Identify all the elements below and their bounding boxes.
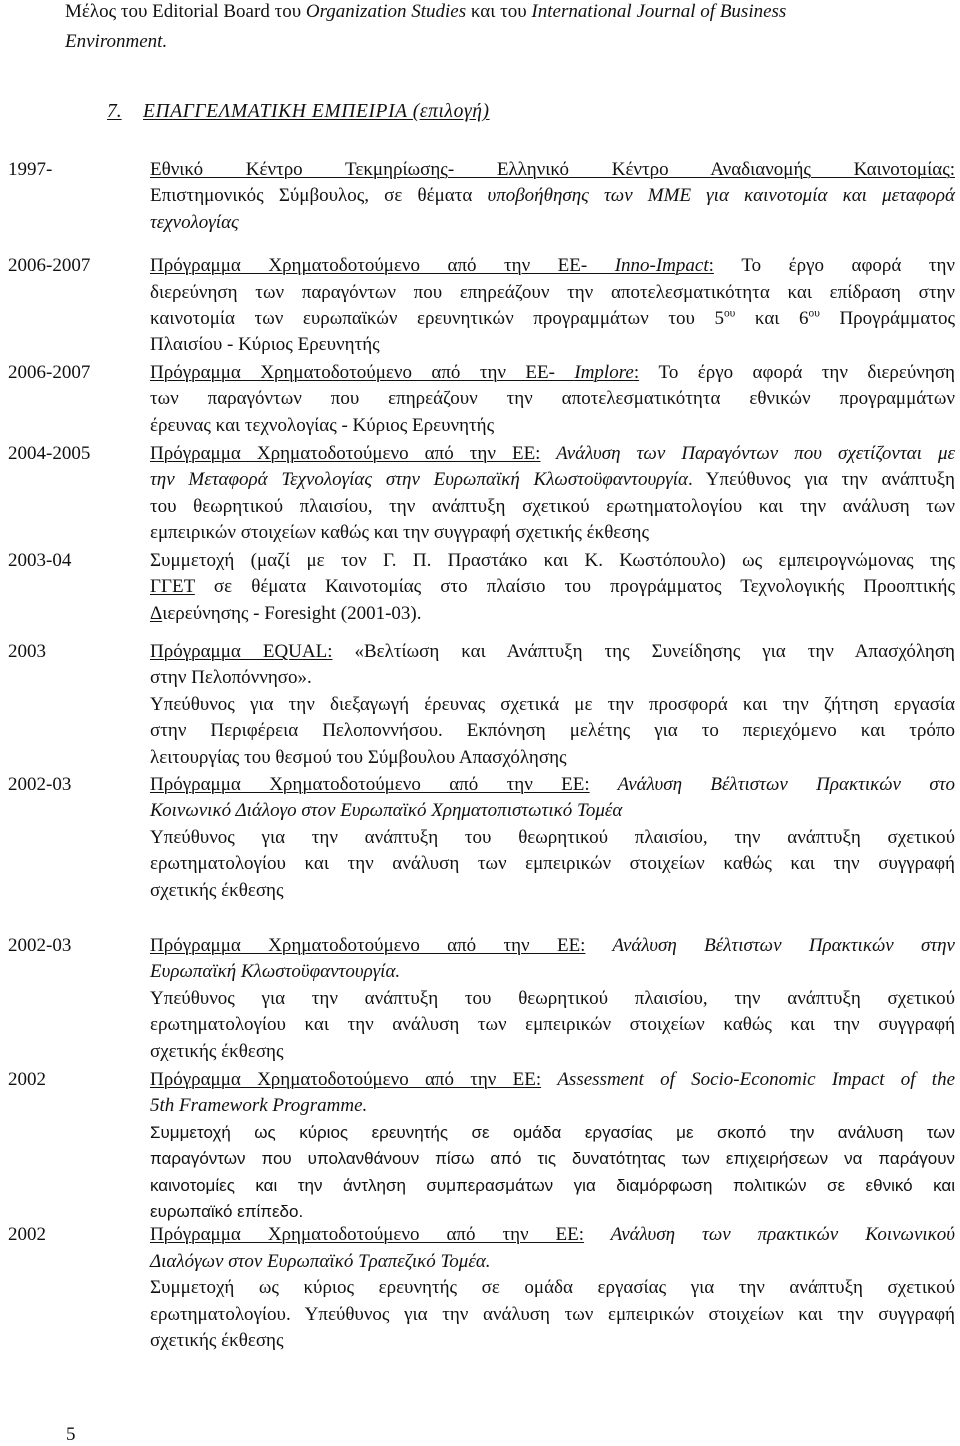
text-line xyxy=(150,639,955,665)
entry-paragraph xyxy=(150,157,955,236)
entry-year: 2002-03 xyxy=(8,773,72,795)
text-line xyxy=(150,665,955,691)
entry-description xyxy=(150,933,955,1065)
text-line xyxy=(150,1093,955,1119)
text-segment: Υπεύθυνος για την διεξαγωγή έρευνας σχετικά με την προσφορά και την ζήτηση εργασία xyxy=(150,693,955,715)
text-segment: του θεωρητικού πλαισίου, την ανάπτυξη σχετικού ερωτηματολογίου και την ανάλυση των xyxy=(150,495,955,517)
text-segment: Assessment of Socio-Economic Impact of the xyxy=(541,1069,956,1090)
text-segment: ευρωπαϊκό επίπεδο. xyxy=(150,1202,304,1222)
text-segment: Πρόγραμμα Χρηματοδοτούμενο από την ΕΕ: xyxy=(150,1224,585,1246)
experience-entry xyxy=(0,253,960,359)
text-segment: Πρόγραμμα Χρηματοδοτούμενο από την ΕΕ: xyxy=(150,1069,542,1090)
text-segment: Υπεύθυνος για την ανάπτυξη του θεωρητικού πλαισίου, την ανάπτυξη σχετικού xyxy=(150,826,955,848)
text-segment: Πρόγραμμα Χρηματοδοτούμενο από την ΕΕ- xyxy=(150,255,615,277)
text-line xyxy=(150,1120,955,1146)
text-line xyxy=(150,441,955,467)
text-segment: σχετικής έκθεσης xyxy=(150,879,284,901)
experience-entry xyxy=(0,548,960,627)
text-line xyxy=(150,1012,955,1038)
text-line xyxy=(150,386,955,412)
text-segment: Μέλος του Editorial Board του xyxy=(65,1,306,22)
text-line xyxy=(150,601,955,627)
entry-description xyxy=(150,548,955,627)
entry-year: 2003 xyxy=(8,640,46,662)
entry-paragraph xyxy=(150,253,955,359)
entry-year: 2003-04 xyxy=(8,549,72,571)
text-line xyxy=(150,959,955,985)
text-line xyxy=(150,574,955,600)
section-title: ΕΠΑΓΓΕΛΜΑΤΙΚΗ ΕΜΠΕΙΡΙΑ (επιλογή) xyxy=(143,101,490,122)
text-segment: λειτουργίας του θεσμού του Σύμβουλου Απασχόλησης xyxy=(150,746,567,768)
entry-year: 2006-2007 xyxy=(8,361,91,383)
text-line xyxy=(150,825,955,851)
text-segment: Inno-Impact xyxy=(614,255,709,277)
text-segment: Το έργο αφορά την xyxy=(713,255,955,277)
text-line xyxy=(150,1328,955,1354)
text-line xyxy=(150,745,955,771)
entry-description xyxy=(150,639,955,771)
text-line xyxy=(150,332,955,358)
text-segment: σχετικής έκθεσης xyxy=(150,1040,284,1062)
text-segment: σχετικής έκθεσης xyxy=(150,1330,284,1352)
text-line xyxy=(150,692,955,718)
experience-entry xyxy=(0,1222,960,1354)
entry-description xyxy=(150,1222,955,1354)
entry-description xyxy=(150,157,955,236)
text-segment: ΓΓΕΤ xyxy=(150,576,195,598)
text-segment: ερωτηματολογίου και την ανάλυση των εμπειρικών στοιχείων καθώς και την συγγραφή xyxy=(150,853,955,875)
experience-entry xyxy=(0,933,960,1065)
text-segment: Συμμετοχή ως κύριος ερευνητής σε ομάδα εργασίας με σκοπό την ανάλυση των xyxy=(150,1122,955,1142)
editorial-board-note xyxy=(65,0,945,57)
text-segment: Κοινωνικό Διάλογο στον Ευρωπαϊκό Χρηματοπιστωτικό Τομέα xyxy=(150,800,623,822)
text-segment: Πρόγραμμα Χρηματοδοτούμενο από την ΕΕ: xyxy=(150,773,590,795)
experience-entry xyxy=(0,1067,960,1225)
text-segment: Ανάλυση Βέλτιστων Πρακτικών στο xyxy=(589,773,955,795)
text-segment: Υπεύθυνος για την ανάπτυξη του θεωρητικού πλαισίου, την ανάπτυξη σχετικού xyxy=(150,987,955,1009)
text-segment: : xyxy=(633,361,640,383)
text-segment: . Υπεύθυνος για την ανάπτυξη xyxy=(688,469,955,491)
entry-paragraph xyxy=(150,1222,955,1275)
text-line xyxy=(150,280,955,306)
text-line xyxy=(150,467,955,493)
experience-entry xyxy=(0,157,960,236)
text-segment: Πλαισίου - Κύριος Ερευνητής xyxy=(150,334,380,356)
text-line xyxy=(150,306,955,332)
text-line xyxy=(150,718,955,744)
text-line xyxy=(150,1173,955,1199)
entry-paragraph xyxy=(150,933,955,986)
text-line xyxy=(150,878,955,904)
text-line xyxy=(150,986,955,1012)
text-segment: τεχνολογίας xyxy=(150,211,239,233)
text-segment: Διαλόγων στον Ευρωπαϊκό Τραπεζικό Τομέα. xyxy=(150,1250,491,1272)
entry-year: 1997- xyxy=(8,159,53,180)
text-line xyxy=(150,210,955,236)
text-segment: Συμμετοχή ως κύριος ερευνητής σε ομάδα εργασίας για την ανάπτυξη σχετικού xyxy=(150,1277,955,1299)
text-line xyxy=(150,1146,955,1172)
text-segment: Ανάλυση των Παραγόντων που σχετίζονται με xyxy=(540,443,956,465)
text-segment: Το έργο αφορά την διερεύνηση xyxy=(639,361,955,383)
text-segment: «Βελτίωση και Ανάπτυξη της Συνείδησης για την Απασχόληση xyxy=(332,640,955,662)
text-segment: και 6 xyxy=(735,308,809,330)
text-line xyxy=(150,183,955,209)
text-segment: στην Περιφέρεια Πελοποννήσου. Εκπόνηση μελέτης για το περιεχόμενο και τρόπο xyxy=(150,720,955,742)
section-number: 7. xyxy=(107,101,122,122)
experience-list xyxy=(0,157,960,1354)
entry-paragraph xyxy=(150,639,955,692)
entry-year: 2002-03 xyxy=(8,934,72,956)
entry-paragraph xyxy=(150,441,955,547)
text-segment: έρευνας και τεχνολογίας - Κύριος Ερευνητής xyxy=(150,414,495,436)
entry-description xyxy=(150,441,955,547)
page-number: 5 xyxy=(66,1424,76,1445)
text-line xyxy=(150,933,955,959)
text-segment: καινοτομίες και την άντληση συμπερασμάτων για διαμόρφωση πολιτικών σε εθνικό και xyxy=(150,1175,955,1195)
text-segment: καινοτομία των ευρωπαϊκών ερευνητικών προγραμμάτων του 5 xyxy=(150,308,724,330)
text-segment: Επιστημονικός Σύμβουλος, σε θέματα xyxy=(150,185,488,207)
entry-paragraph xyxy=(150,548,955,627)
text-segment: Δ xyxy=(150,602,163,624)
text-segment: Πρόγραμμα EQUAL: xyxy=(150,640,333,662)
text-line xyxy=(150,1302,955,1328)
text-line xyxy=(150,851,955,877)
entry-description xyxy=(150,772,955,904)
text-segment: Πρόγραμμα Χρηματοδοτούμενο από την ΕΕ: xyxy=(150,934,586,956)
entry-paragraph xyxy=(150,825,955,904)
text-line xyxy=(150,548,955,574)
text-line xyxy=(150,1067,955,1093)
text-segment: Πρόγραμμα Χρηματοδοτούμενο από την ΕΕ- xyxy=(150,361,575,383)
entry-year: 2006-2007 xyxy=(8,255,91,277)
text-segment: των παραγόντων που επηρεάζουν την αποτελεσματικότητα εθνικών προγραμμάτων xyxy=(150,388,955,410)
superscript: ου xyxy=(723,307,736,320)
text-line xyxy=(150,520,955,546)
text-segment: ερωτηματολογίου και την ανάλυση των εμπειρικών στοιχείων καθώς και την συγγραφή xyxy=(150,1014,955,1036)
entry-paragraph xyxy=(150,1120,955,1226)
text-segment: παραγόντων που υπολανθάνουν πίσω από τις δυνατότητας των επιχειρήσεων να παράγουν xyxy=(150,1149,955,1169)
text-line xyxy=(65,27,945,57)
entry-year: 2002 xyxy=(8,1224,46,1246)
text-line xyxy=(150,253,955,279)
entry-description xyxy=(150,1067,955,1225)
text-segment: Ανάλυση των πρακτικών Κοινωνικού xyxy=(584,1224,955,1246)
text-line xyxy=(150,494,955,520)
text-segment: Προγράμματος xyxy=(819,308,955,330)
entry-year: 2004-2005 xyxy=(8,443,91,465)
text-line xyxy=(150,1275,955,1301)
text-line xyxy=(150,1249,955,1275)
text-segment: σε θέματα Καινοτομίας στο πλαίσιο του προγράμματος Τεχνολογικής Προοπτικής xyxy=(194,576,955,598)
text-segment: Πρόγραμμα Χρηματοδοτούμενο από την ΕΕ: xyxy=(150,443,541,465)
entry-paragraph xyxy=(150,692,955,771)
entry-paragraph xyxy=(150,360,955,439)
text-segment: διερεύνηση των παραγόντων που επηρεάζουν την αποτελεσματικότητα και επίδραση στην xyxy=(150,281,955,303)
text-segment: International Journal of Business xyxy=(531,1,787,22)
text-line xyxy=(150,360,955,386)
text-segment: στην Πελοπόννησο». xyxy=(150,667,312,689)
entry-year: 2002 xyxy=(8,1069,46,1090)
text-segment: Ευρωπαϊκή Κλωστοϋφαντουργία. xyxy=(150,961,401,983)
experience-entry xyxy=(0,639,960,771)
text-segment: Organization Studies xyxy=(305,1,467,22)
text-line xyxy=(150,1039,955,1065)
text-segment: Environment. xyxy=(65,31,168,52)
entry-description xyxy=(150,360,955,439)
entry-paragraph xyxy=(150,1275,955,1354)
superscript: ου xyxy=(808,307,820,320)
experience-entry xyxy=(0,772,960,904)
text-segment: Ανάλυση Βέλτιστων Πρακτικών στην xyxy=(585,934,955,956)
entry-description xyxy=(150,253,955,359)
text-line xyxy=(150,1222,955,1248)
text-segment: και του xyxy=(466,1,532,22)
text-segment: εμπειρικών στοιχείων καθώς και την συγγραφή σχετικής έκθεσης xyxy=(150,522,649,544)
text-line xyxy=(65,0,945,27)
text-line xyxy=(150,772,955,798)
text-segment: Συμμετοχή (μαζί με τον Γ. Π. Πραστάκο και Κ. Κωστόπουλο) ως εμπειρογνώμονας της xyxy=(150,549,955,571)
experience-entry xyxy=(0,441,960,547)
section-heading xyxy=(0,98,960,126)
text-segment: : xyxy=(708,255,714,277)
text-segment: ιερεύνησης - Foresight (2001-03). xyxy=(162,602,422,624)
entry-paragraph xyxy=(150,772,955,825)
text-line xyxy=(150,413,955,439)
text-segment: υποβοήθησης των ΜΜΕ για καινοτομία και μεταφορά xyxy=(487,185,955,207)
entry-paragraph xyxy=(150,986,955,1065)
entry-paragraph xyxy=(150,1067,955,1120)
experience-entry xyxy=(0,360,960,439)
text-segment: Εθνικό Κέντρο Τεκμηρίωσης- Ελληνικό Κέντρο Αναδιανομής Καινοτομίας: xyxy=(150,159,955,180)
text-line xyxy=(150,798,955,824)
text-segment: Implore xyxy=(574,361,634,383)
text-segment: ερωτηματολογίου. Υπεύθυνος για την ανάλυση των εμπειρικών στοιχείων και την συγγραφή xyxy=(150,1303,955,1325)
text-line xyxy=(150,157,955,183)
text-segment: την Μεταφορά Τεχνολογίας στην Ευρωπαϊκή Κλωστοϋφαντουργία xyxy=(150,469,689,491)
text-segment: 5th Framework Programme. xyxy=(150,1095,368,1117)
